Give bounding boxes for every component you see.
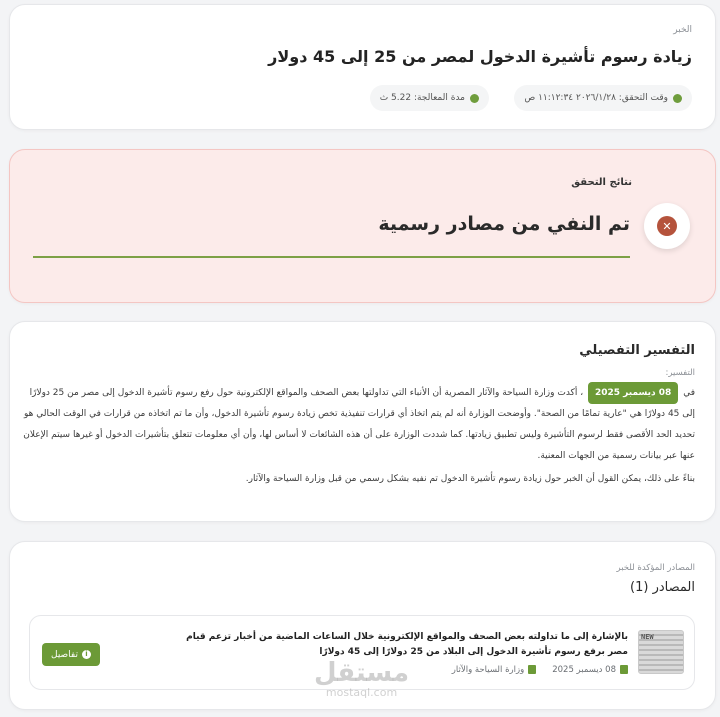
- building-icon: [528, 665, 536, 674]
- processing-time-chip: [370, 85, 489, 111]
- news-title: زيادة رسوم تأشيرة الدخول لمصر من 25 إلى 45 دولار: [268, 47, 692, 66]
- source-meta: [452, 665, 628, 675]
- watermark-latin: mostaql.com: [325, 686, 398, 699]
- explanation-card: [9, 321, 716, 522]
- sources-title: المصادر (1): [630, 580, 695, 595]
- source-date-text: 08 ديسمبر 2025: [552, 665, 616, 675]
- info-icon: i: [82, 650, 91, 659]
- news-label: الخبر: [673, 25, 692, 35]
- clock-icon: [673, 94, 682, 103]
- details-button-label: تفاصيل: [51, 649, 78, 660]
- explanation-text: ، أكدت وزارة السياحة والآثار المصرية أن الأنباء التي تداولتها بعض الصحف والمواقع الإلكترونية حول رفع رسوم تأشيرة الدخول إلى مصر من 25 دولارًا إلى 45 دولارًا هي "عارية تمامًا من الصحة". وأوضحت الوزارة أنه لم يتم اتخاذ أي قرارات تنفيذية تخص زيادة رسوم تأشيرة الدخول، وأن ما تم اتخاذه من قرارات في الوقت الحالي هو تحديد الحد الأقصى فقط لرسوم التأشيرة وليس تطبيق زيادتها. كما شددت الوزارة على أن هذه الشائعات لا أساس لها، وأن أي معلومات تتعلق بتأشيرات الدخول أو غيرها سيتم الإعلان عنها عبر بيانات رسمية من الجهات المعنية.: [23, 388, 695, 461]
- close-icon: ✕: [657, 216, 677, 236]
- verdict-text: تم النفي من مصادر رسمية: [378, 213, 630, 235]
- explanation-intro: في: [683, 388, 695, 398]
- explanation-title: التفسير التفصيلي: [579, 343, 695, 358]
- explanation-subtitle: التفسير:: [665, 368, 695, 378]
- verdict-icon-wrap: [644, 203, 690, 249]
- verdict-divider: [33, 256, 630, 258]
- calendar-icon: [620, 665, 628, 674]
- source-thumbnail: [638, 630, 684, 674]
- processing-time-text: مدة المعالجة: 5.22 ث: [379, 93, 465, 103]
- result-card: [9, 149, 716, 303]
- source-publisher-text: وزارة السياحة والآثار: [451, 665, 525, 675]
- source-headline[interactable]: بالإشارة إلى ما تداولته بعض الصحف والمواقع الإلكترونية خلال الساعات الماضية من أخبار تزعم قيام مصر برفع رسوم تأشيرة الدخول إلى البلاد من 25 دولارًا إلى 45 دولارًا: [186, 632, 628, 657]
- sources-label: المصادر المؤكدة للخبر: [616, 563, 695, 573]
- timer-icon: [470, 94, 479, 103]
- source-date: [552, 665, 628, 675]
- source-thumbnail-text: NEW: [641, 633, 654, 641]
- date-badge: 08 ديسمبر 2025: [588, 382, 678, 404]
- details-button[interactable]: [42, 643, 100, 666]
- watermark-arabic: مستقل: [314, 658, 410, 688]
- explanation-conclusion: بناءً على ذلك، يمكن القول أن الخبر حول زيادة رسوم تأشيرة الدخول تم نفيه بشكل رسمي من قبل وزارة السياحة والآثار.: [245, 474, 695, 484]
- check-time-chip: [514, 85, 692, 111]
- explanation-body: [23, 382, 695, 467]
- source-publisher: [452, 665, 536, 675]
- news-card: [9, 4, 716, 130]
- result-label: نتائج التحقق: [571, 177, 632, 188]
- watermark: [314, 660, 409, 700]
- check-time-text: وقت التحقق: ٢٠٢٦/١/٢٨ ١١:١٢:٣٤ ص: [524, 93, 668, 103]
